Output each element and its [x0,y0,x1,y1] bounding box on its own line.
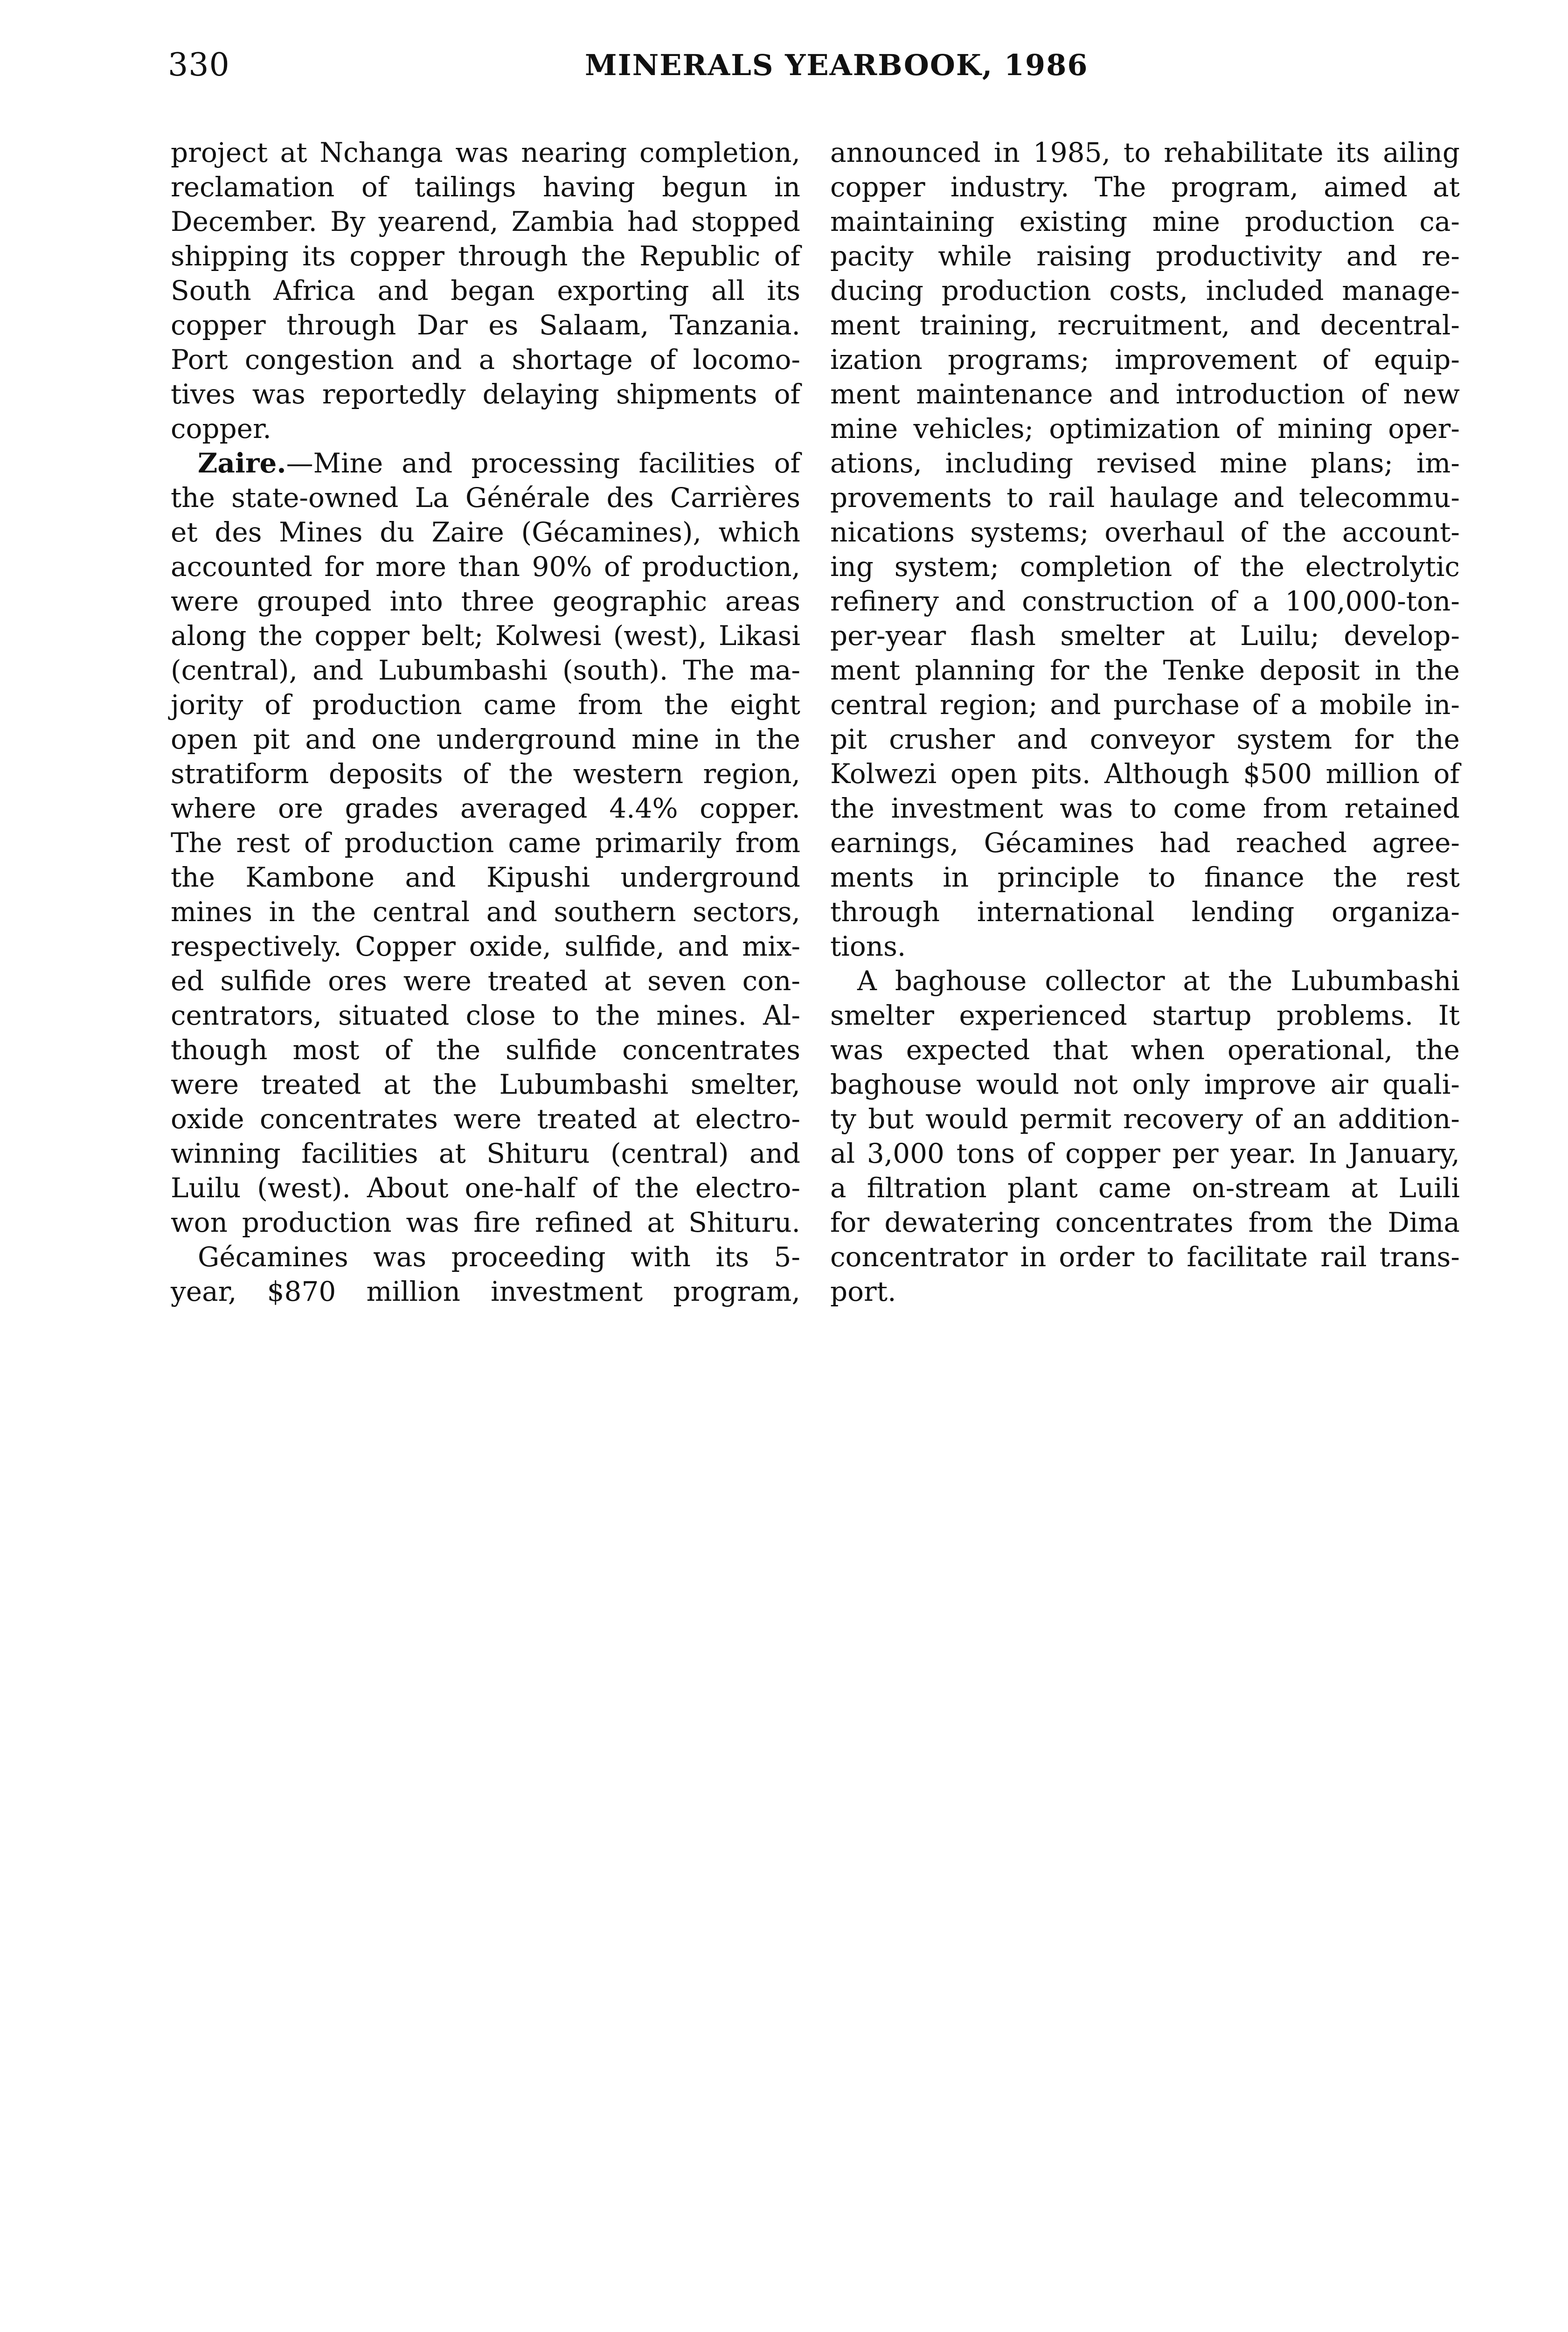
text-line [830,515,1460,549]
line-text: Port congestion and a shortage of locomo- [171,344,800,375]
page-number: 330 [168,47,230,83]
line-text: Luilu (west). About one-half of the electro- [171,1172,800,1204]
line-text: ed sulfide ores were treated at seven con- [171,965,800,997]
text-line [830,1240,1460,1274]
line-text: provements to rail haulage and telecommu- [830,482,1460,514]
text-line [830,1067,1460,1102]
line-text: refinery and construction of a 100,000-ton- [830,585,1460,617]
text-line [830,377,1460,411]
text-line [171,757,800,791]
line-text: mines in the central and southern sectors, [171,896,800,928]
text-line [171,826,800,860]
text-line [830,757,1460,791]
text-line [171,549,800,584]
line-text: central region; and purchase of a mobile in- [830,689,1460,721]
text-line [171,1102,800,1136]
line-text: were grouped into three geographic areas [171,585,800,617]
line-text: —Mine and processing facilities of [286,447,800,479]
line-text: Gécamines was proceeding with its 5- [198,1241,800,1273]
line-text: announced in 1985, to rehabilitate its ailing [830,137,1460,168]
line-text: shipping its copper through the Republic of [171,240,800,272]
text-line [171,1136,800,1171]
line-text: for dewatering concentrates from the Dima [830,1207,1460,1238]
line-text: copper through Dar es Salaam, Tanzania. [171,309,800,341]
line-text: centrators, situated close to the mines. Al- [171,999,800,1031]
text-line [171,446,800,480]
text-line [171,791,800,826]
line-text: the investment was to come from retained [830,792,1460,824]
text-line [171,1240,800,1274]
line-text: ment maintenance and introduction of new [830,378,1460,410]
line-text: mine vehicles; optimization of mining oper- [830,413,1460,444]
line-text: A baghouse collector at the Lubumbashi [857,965,1460,997]
line-text: was expected that when operational, the [830,1034,1460,1066]
text-line [171,308,800,342]
line-text: ing system; completion of the electrolytic [830,551,1460,583]
line-text: won production was fire refined at Shituru. [171,1207,800,1238]
line-text: were treated at the Lubumbashi smelter, [171,1069,800,1100]
run-in-heading: Zaire. [198,447,286,479]
text-line [830,860,1460,895]
text-line [171,895,800,929]
text-line [171,273,800,308]
text-line [830,170,1460,204]
line-text: port. [830,1276,896,1307]
line-text: earnings, Gécamines had reached agree- [830,827,1460,859]
line-text: ization programs; improvement of equip- [830,344,1460,375]
line-text: jority of production came from the eight [171,689,800,721]
line-text: et des Mines du Zaire (Gécamines), which [171,516,800,548]
text-line [830,584,1460,618]
text-line [830,308,1460,342]
line-text: al 3,000 tons of copper per year. In January, [830,1138,1460,1169]
text-line [171,1274,800,1309]
line-text: ations, including revised mine plans; im- [830,447,1460,479]
text-line [171,239,800,273]
line-text: a filtration plant came on-stream at Luili [830,1172,1460,1204]
text-line [830,204,1460,239]
right-column [830,135,1460,1309]
line-text: where ore grades averaged 4.4% copper. [171,792,800,824]
text-line [830,1102,1460,1136]
line-text: ment training, recruitment, and decentral- [830,309,1460,341]
text-line [830,411,1460,446]
text-line [830,1171,1460,1205]
line-text: concentrator in order to facilitate rail trans- [830,1241,1460,1273]
line-text: project at Nchanga was nearing completion, [171,137,800,168]
text-line [171,515,800,549]
line-text: tions. [830,930,906,962]
text-line [171,342,800,377]
line-text: the state-owned La Générale des Carrières [171,482,800,514]
running-head: MINERALS YEARBOOK, 1986 [585,48,1089,82]
line-text: South Africa and began exporting all its [171,275,800,306]
line-text: through international lending organiza- [830,896,1460,928]
line-text: respectively. Copper oxide, sulfide, and mix- [171,930,800,962]
line-text: pit crusher and conveyor system for the [830,723,1460,755]
text-line [171,411,800,446]
text-line [171,860,800,895]
line-text: the Kambone and Kipushi underground [171,861,800,893]
text-line [171,929,800,964]
text-line [171,1033,800,1067]
line-text: ty but would permit recovery of an addition- [830,1103,1460,1135]
line-text: accounted for more than 90% of production, [171,551,800,583]
text-line [830,1274,1460,1309]
line-text: maintaining existing mine production ca- [830,206,1460,237]
text-line [171,1171,800,1205]
text-line [830,342,1460,377]
text-line [830,929,1460,964]
text-line [830,135,1460,170]
text-line [171,135,800,170]
text-line [830,618,1460,653]
line-text: year, $870 million investment program, [171,1276,800,1307]
line-text: per-year flash smelter at Luilu; develop- [830,620,1460,652]
line-text: open pit and one underground mine in the [171,723,800,755]
text-line [830,1205,1460,1240]
line-text: winning facilities at Shituru (central) and [171,1138,800,1169]
text-line [830,964,1460,998]
text-line [171,687,800,722]
text-line [830,273,1460,308]
text-line [171,480,800,515]
text-line [171,653,800,687]
text-line [830,687,1460,722]
line-text: reclamation of tailings having begun in [171,171,800,203]
line-text: oxide concentrates were treated at electro- [171,1103,800,1135]
text-line [830,239,1460,273]
text-line [830,826,1460,860]
line-text: stratiform deposits of the western region, [171,758,800,790]
line-text: copper industry. The program, aimed at [830,171,1460,203]
line-text: smelter experienced startup problems. It [830,999,1460,1031]
line-text: December. By yearend, Zambia had stopped [171,206,800,237]
line-text: ments in principle to finance the rest [830,861,1460,893]
line-text: (central), and Lubumbashi (south). The ma- [171,654,800,686]
line-text: along the copper belt; Kolwesi (west), Likasi [171,620,800,652]
text-line [830,653,1460,687]
text-line [830,1033,1460,1067]
text-line [830,895,1460,929]
text-line [830,480,1460,515]
line-text: Kolwezi open pits. Although $500 million of [830,758,1460,790]
left-column [171,135,800,1309]
text-line [171,584,800,618]
text-line [171,998,800,1033]
text-line [830,1136,1460,1171]
line-text: baghouse would not only improve air quali- [830,1069,1460,1100]
line-text: The rest of production came primarily from [171,827,800,859]
text-line [830,722,1460,757]
line-text: pacity while raising productivity and re- [830,240,1460,272]
text-line [830,446,1460,480]
text-line [171,1067,800,1102]
text-line [830,791,1460,826]
text-line [171,204,800,239]
line-text: tives was reportedly delaying shipments of [171,378,800,410]
text-line [171,722,800,757]
text-line [830,998,1460,1033]
line-text: ducing production costs, included manage- [830,275,1460,306]
text-line [171,1205,800,1240]
text-line [171,170,800,204]
text-line [171,964,800,998]
line-text: ment planning for the Tenke deposit in the [830,654,1460,686]
text-line [171,377,800,411]
text-line [830,549,1460,584]
text-line [171,618,800,653]
line-text: nications systems; overhaul of the account- [830,516,1460,548]
line-text: copper. [171,413,271,444]
line-text: though most of the sulfide concentrates [171,1034,800,1066]
